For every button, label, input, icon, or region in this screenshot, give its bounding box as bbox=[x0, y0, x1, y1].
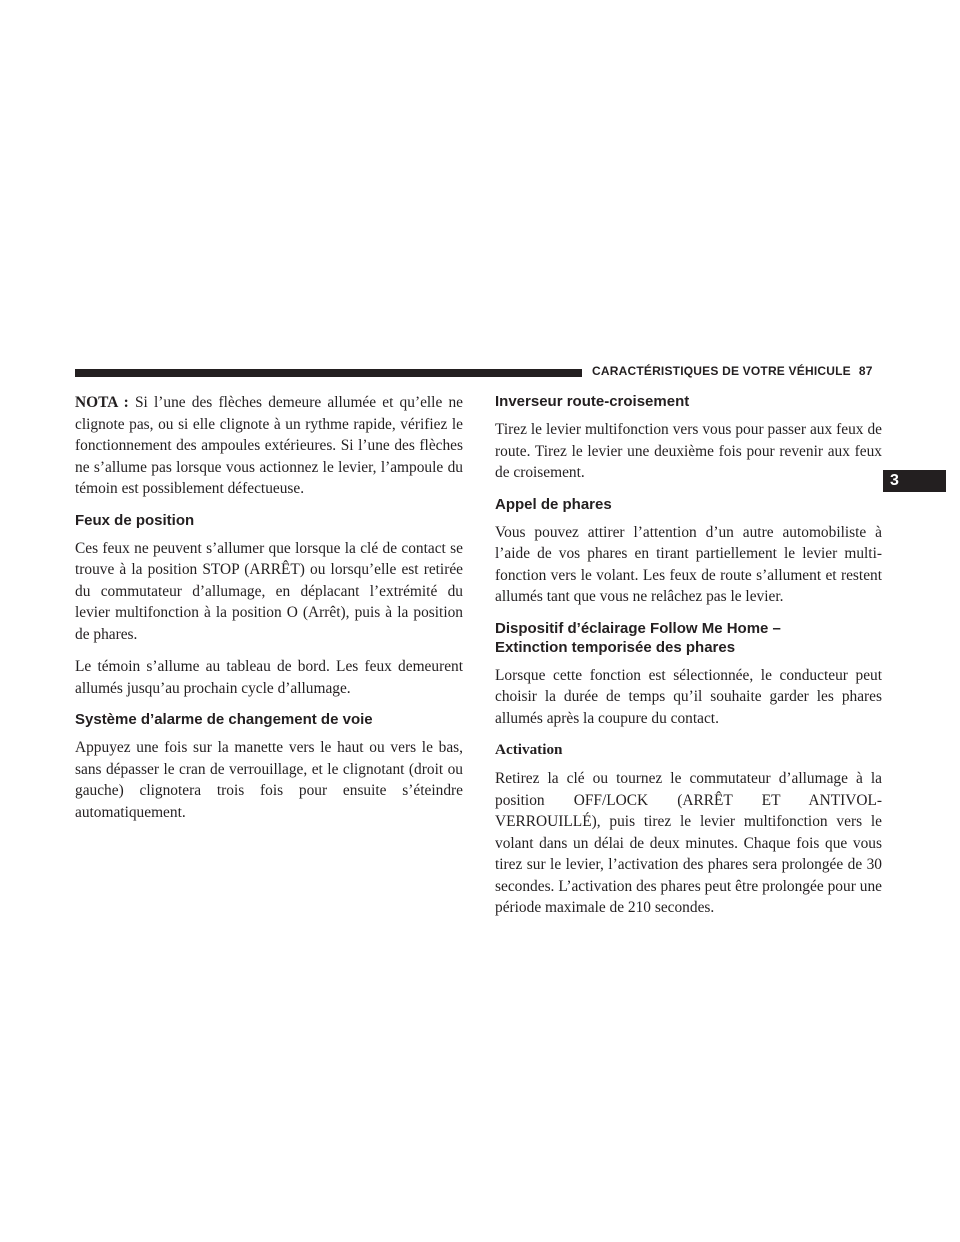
paragraph-feux-position-1: Ces feux ne peuvent s’allumer que lorsque la clé de contact se trouve à la position STOP (ARRÊT) ou lorsqu’elle est retirée du commutateur d’allumage, en déplacant l’extrémité du levier multifonction à la position O (Arrêt), puis à la position de phares. bbox=[75, 539, 463, 643]
heading-follow-line1: Dispositif d’éclairage Follow Me Home – bbox=[495, 619, 781, 637]
left-column bbox=[75, 392, 463, 834]
paragraph-alarme-1: Appuyez une fois sur la manette vers le haut ou vers le bas, sans dépasser le cran de verrouillage, et le clignotant (droit ou gauche) clignotera trois fois pour ensuite s’éteindre automatiquement. bbox=[75, 739, 463, 821]
nota-text: Si l’une des flèches demeure allumée et qu’elle ne clignote pas, ou si elle clignote à un rythme rapide, vérifiez le fonctionnement des ampoules extérieures. Si l’une des flèches ne s’allume pas lorsque vous actionnez le levier, l’ampoule du témoin est possiblement défectueuse. bbox=[75, 394, 463, 497]
nota-paragraph bbox=[75, 392, 463, 500]
paragraph-appel-1: Vous pouvez attirer l’attention d’un autre automobiliste à l’aide de vos phares en tirant partiellement le levier multifonction vers le volant. Les feux de route s’allument et restent allumés tant que vous ne relâchez pas le levier. bbox=[495, 523, 882, 605]
heading-inverseur: Inverseur route-croisement bbox=[495, 393, 690, 410]
heading-alarme-changement-voie: Système d’alarme de changement de voie bbox=[75, 711, 373, 728]
heading-appel-phares: Appel de phares bbox=[495, 495, 612, 513]
heading-follow-line2: Extinction temporisée des phares bbox=[495, 638, 736, 656]
paragraph-activation-1: Retirez la clé ou tournez le commutateur d’allumage à la position OFF/LOCK (ARRÊT ET ANTIVOL-VERROUILLÉ), puis tirez le levier multifonction vers le volant dans un délai de deux minutes. Chaque fois que vous tirez sur le levier, l’activation des phares sera prolongée de 30 secondes. L’activation des phares peut être prolongée pour une période maximale de 210 secondes. bbox=[495, 770, 882, 916]
right-column bbox=[495, 392, 882, 930]
heading-follow-me-home bbox=[495, 619, 882, 657]
running-header bbox=[592, 364, 873, 378]
page-number: 87 bbox=[858, 364, 873, 378]
chapter-tab: 3 bbox=[883, 470, 946, 492]
heading-feux-position: Feux de position bbox=[75, 511, 195, 529]
paragraph-follow-1: Lorsque cette fonction est sélectionnée, le conducteur peut choisir la durée de temps qu’il souhaite garder les phares allumés après la coupure du contact. bbox=[495, 666, 882, 727]
paragraph-inverseur-1: Tirez le levier multifonction vers vous pour passer aux feux de route. Tirez le levier une deuxième fois pour revenir aux feux de croisement. bbox=[495, 421, 882, 481]
section-title: CARACTÉRISTIQUES DE VOTRE VÉHICULE bbox=[592, 364, 851, 378]
nota-label: NOTA : bbox=[75, 394, 129, 411]
heading-activation: Activation bbox=[495, 741, 563, 758]
header-rule bbox=[75, 369, 582, 377]
paragraph-feux-position-2: Le témoin s’allume au tableau de bord. Les feux demeurent allumés jusqu’au prochain cycle d’allumage. bbox=[75, 658, 463, 697]
